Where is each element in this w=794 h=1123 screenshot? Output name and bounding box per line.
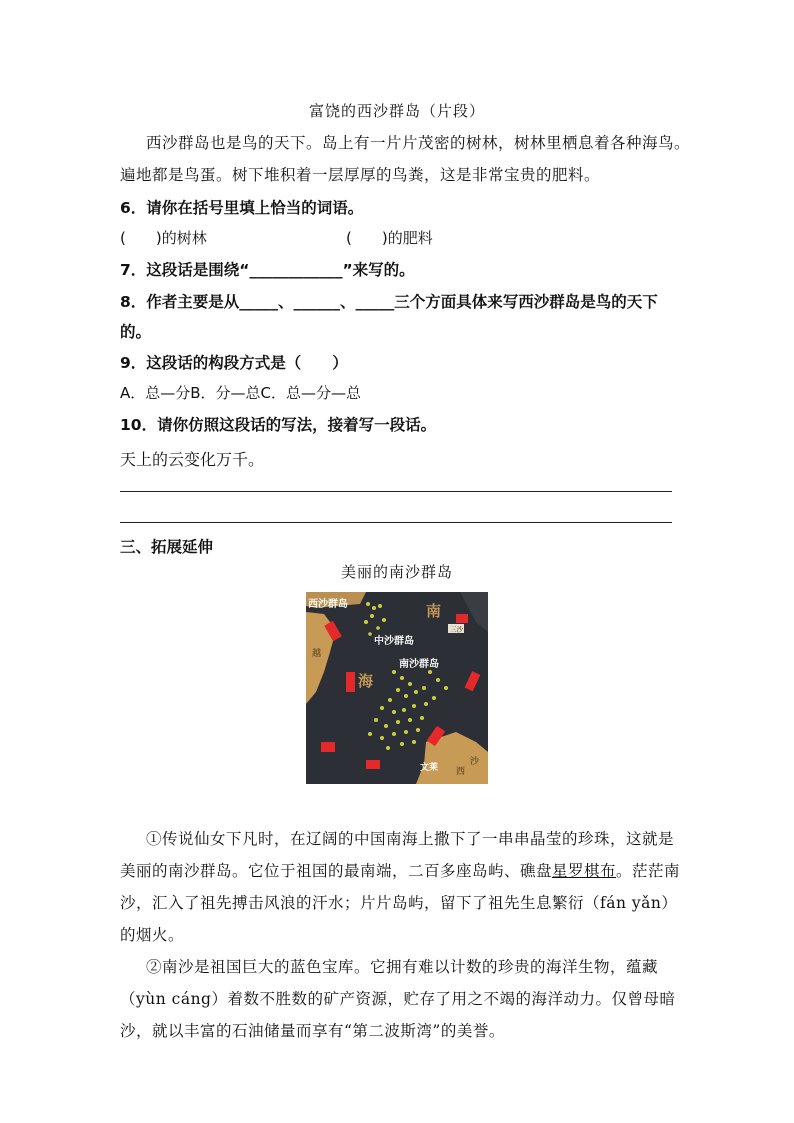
question-9: 9．这段话的构段方式是（ ） (120, 354, 348, 372)
question-6-blank-a: ( )的树林 (120, 229, 207, 247)
map-label-nan: 南 (426, 602, 442, 620)
passage2-title: 美丽的南沙群岛 (340, 563, 453, 581)
question-8-line1: 8．作者主要是从_____、______、_____三个方面具体来写西沙群岛是鸟的天下 (120, 293, 658, 311)
map-label-sansha: 三沙 (450, 625, 463, 634)
passage1-line2: 遍地都是鸟蛋。树下堆积着一层厚厚的鸟粪，这是非常宝贵的肥料。 (120, 166, 601, 184)
passage2-p1-line2: 美丽的南沙群岛。它位于祖国的最南端，二百多座岛屿、礁盘星罗棋布。茫茫南 (120, 862, 681, 880)
passage2-p1-line4: 的烟火。 (120, 926, 185, 944)
passage2-p2-line2: （yùn cáng）着数不胜数的矿产资源，贮存了用之不竭的海洋动力。仅曾母暗 (120, 990, 676, 1008)
section-3-heading: 三、拓展延伸 (120, 538, 214, 556)
map-label-xi: 西 (456, 767, 466, 777)
passage1-title: 富饶的西沙群岛（片段） (308, 102, 485, 120)
question-8-line2: 的。 (120, 323, 152, 341)
question-6: 6．请你在括号里填上恰当的词语。 (120, 199, 364, 217)
passage2-p1-line1: ①传说仙女下凡时，在辽阔的中国南海上撒下了一串串晶莹的珍珠，这就是 (146, 830, 675, 848)
map-label-xisha: 西沙群岛 (308, 599, 348, 610)
passage2-p2-line1: ②南沙是祖国巨大的蓝色宝库。它拥有难以计数的珍贵的海洋生物，蕴藏 (146, 958, 659, 976)
passage2-p2-line3: 沙，就以丰富的石油储量而享有“第二波斯湾”的美誉。 (120, 1022, 505, 1040)
map-label-zhongsha: 中沙群岛 (374, 636, 414, 647)
map-label-yue: 越 (312, 649, 322, 659)
question-9-options: A．总—分B．分—总C．总—分—总 (120, 384, 362, 402)
map-label-nansha: 南沙群岛 (399, 659, 439, 670)
passage2-p1-line3: 沙，汇入了祖先搏击风浪的汗水；片片岛屿，留下了祖先生息繁衍（fán yǎn） (120, 894, 678, 912)
passage1-line1: 西沙群岛也是鸟的天下。岛上有一片片茂密的树林，树林里栖息着各种海鸟。 (146, 134, 691, 152)
answer-line-2 (120, 522, 672, 523)
map-label-hai: 海 (358, 672, 374, 690)
question-10: 10．请你仿照这段话的写法，接着写一段话。 (120, 416, 437, 434)
question-10-start: 天上的云变化万千。 (120, 450, 265, 469)
map-label-wenlai: 文莱 (420, 763, 439, 773)
answer-line-1 (120, 491, 672, 492)
map-label-sha: 沙 (470, 757, 480, 767)
underlined-idiom: 星罗棋布 (552, 862, 617, 880)
question-7: 7．这段话是围绕“____________”来写的。 (120, 261, 415, 279)
question-6-blank-b: ( )的肥料 (346, 229, 433, 247)
nansha-map-image (306, 592, 488, 784)
